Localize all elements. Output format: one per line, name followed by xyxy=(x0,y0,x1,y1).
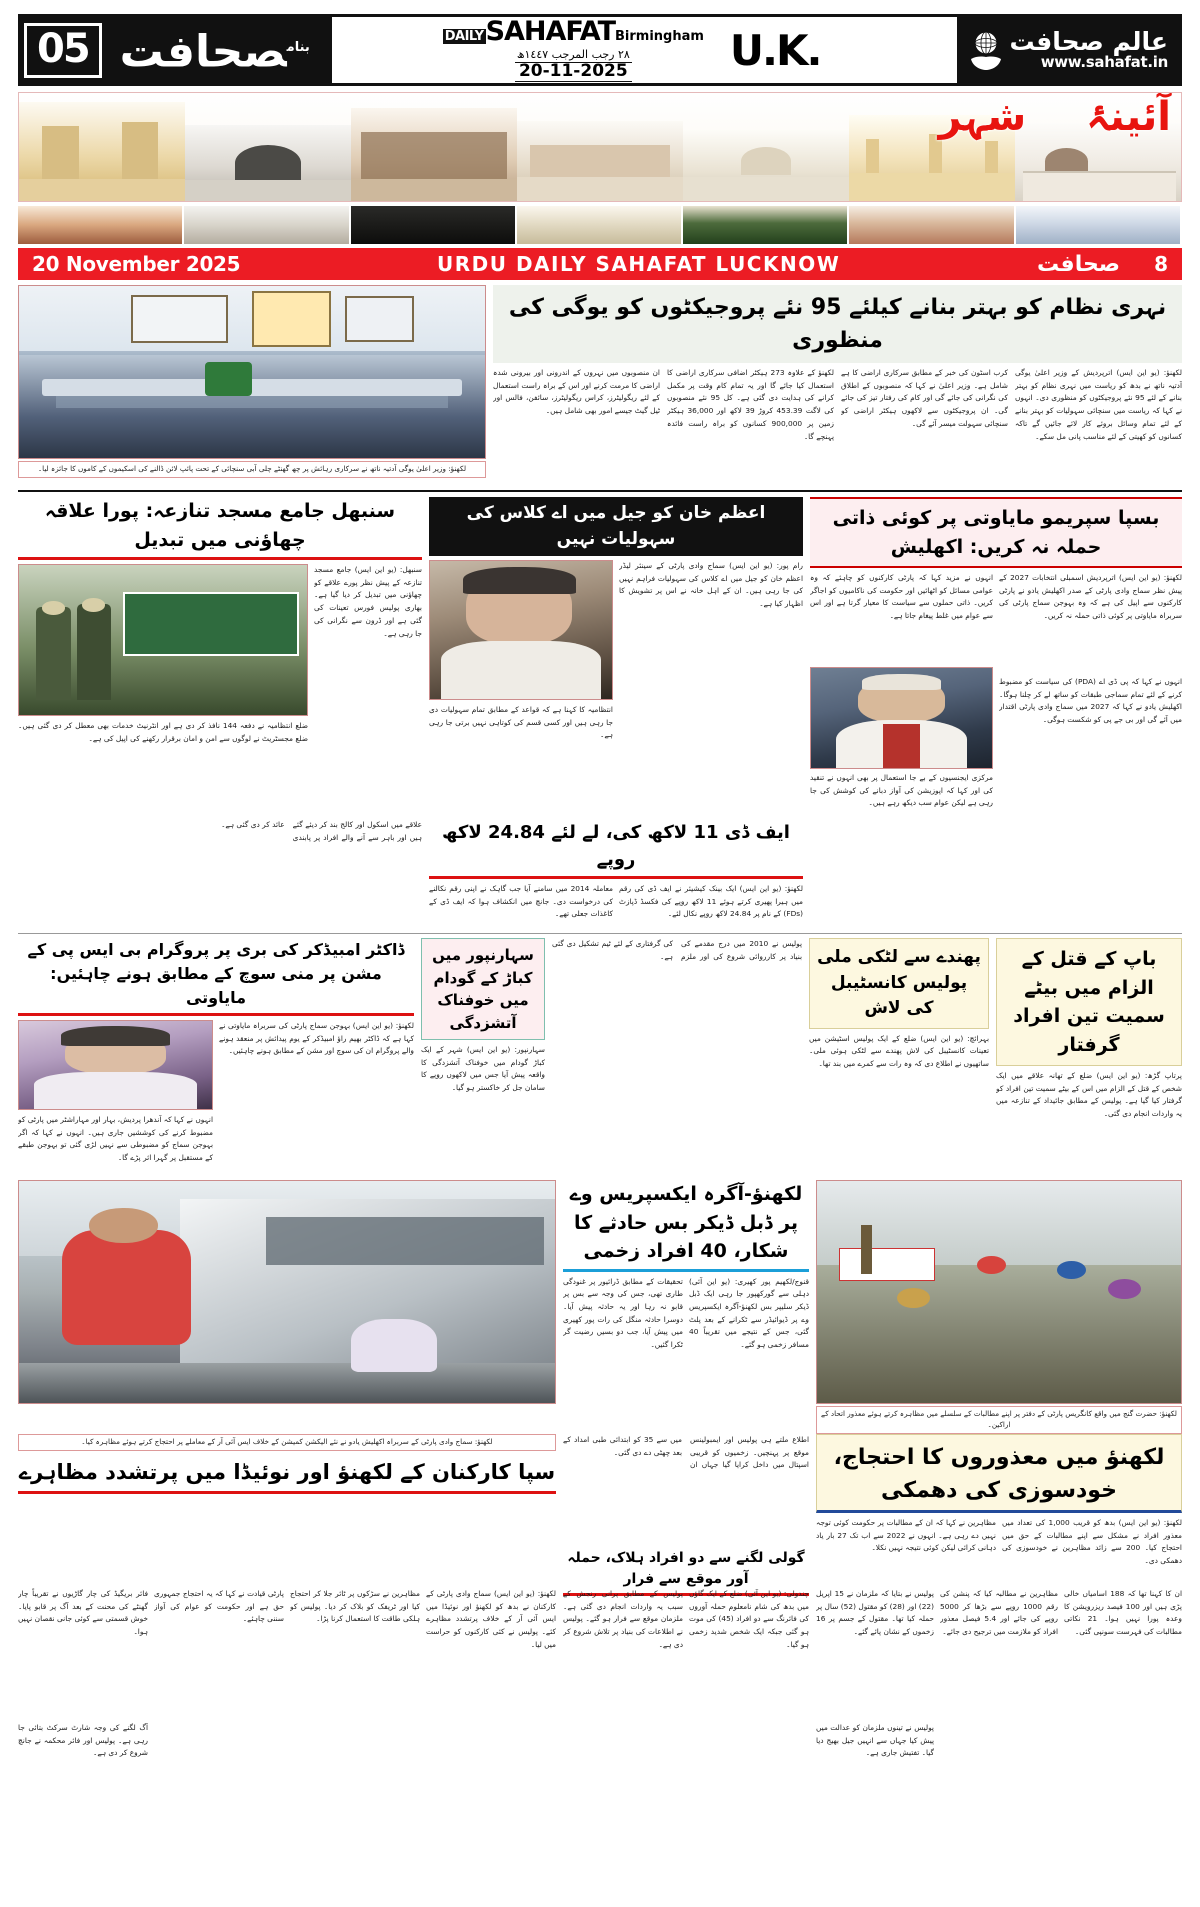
red-bar-date: 20 November 2025 xyxy=(32,252,241,276)
story-sambhal-body-2: ضلع انتظامیہ نے دفعہ 144 نافذ کر دی ہے اور انٹرنیٹ خدمات بھی معطل کر دی گئی ہیں۔ ضلع مجسٹریٹ نے لوگوں سے امن و امان برقرار رکھنے کی اپیل کی ہے۔ xyxy=(18,721,308,743)
story-azam-headline: اعظم خان کو جیل میں اے کلاس کی سہولیات نہیں xyxy=(429,497,803,556)
story-activists-headline: سپا کارکنان کے لکھنؤ اور نوئیڈا میں پرتشدد مظاہرے xyxy=(18,1457,556,1495)
fifth-row xyxy=(18,1434,1182,1587)
story-sambhal-headline: سنبھل جامع مسجد تنازعہ: پورا علاقہ چھاؤنی میں تبدیل xyxy=(18,497,422,560)
story-akhilesh-body-2: انہوں نے مزید کہا کہ پارٹی کارکنوں کو چاہئے کہ وہ عوامی مسائل کو اٹھائیں اور حکومت کی ناکامیوں کو اجاگر کریں۔ ذاتی حملوں سے سیاست کا معیار گرتا ہے اور اس سے عوام میں غلط پیغام جاتا ہے۔ xyxy=(810,573,993,621)
story-sambhal-body-1: سنبھل: (یو این ایس) جامع مسجد تنازعہ کے پیش نظر پورے علاقے کو چھاؤنی میں تبدیل کر دیا گیا ہے۔ بھاری پولیس فورس تعینات کی گئی ہے اور ڈرون سے نگرانی کی جا رہی ہے۔ xyxy=(314,565,422,638)
story-mayawati-body-1: لکھنؤ: (یو این ایس) بہوجن سماج پارٹی کی سربراہ مایاوتی نے کہا ہے کہ ڈاکٹر بھیم راؤ امبیڈکر کے یوم پیدائش پر منعقد ہونے والے پروگرام ان کی سوچ اور مشن کے مطابق ہونے چاہئیں۔ xyxy=(219,1021,414,1056)
masthead-left-block xyxy=(18,14,332,86)
lead-story-headline: نہری نظام کو بہتر بنانے کیلئے 95 نئے پروجیکٹوں کو یوگی کی منظوری xyxy=(493,285,1182,363)
city-banner-title xyxy=(938,94,1171,140)
second-row xyxy=(18,497,1182,815)
protest-photo-caption: لکھنؤ: حضرت گنج میں واقع کانگریس پارٹی کے دفتر پر اپنے مطالبات کے سلسلے میں مظاہرہ کرتے ہوئے معذور اتحاد کے اراکین۔ xyxy=(816,1406,1182,1434)
masthead-urdu-main: صحافت xyxy=(119,26,287,78)
story-murder-headline: باپ کے قتل کے الزام میں بیٹے سمیت تین افراد گرفتار xyxy=(996,938,1182,1066)
story-azam-body-1: رام پور: (یو این ایس) سماج وادی پارٹی کے سینئر لیڈر اعظم خان کو جیل میں اے کلاس کی سہولیات فراہم نہیں کی جا رہی ہیں۔ ان کے اہل خانہ نے اس پر تشویش کا اظہار کیا ہے۔ xyxy=(619,561,803,609)
third-row xyxy=(18,938,1182,1176)
red-bar-title: URDU DAILY SAHAFAT LUCKNOW xyxy=(437,252,841,276)
story-disabled-body-2: مظاہرین نے کہا کہ ان کے مطالبات پر حکومت کوئی توجہ نہیں دے رہی ہے۔ انہوں نے 2022 سے اب تک 27 بار یاد دہانی کرائی لیکن کوئی نتیجہ نہیں نکلا۔ xyxy=(816,1518,996,1553)
city-banner-strip-2 xyxy=(18,206,1182,244)
story-akhilesh-body-3: مرکزی ایجنسیوں کے بے جا استعمال پر بھی انہوں نے تنقید کی اور کہا کہ اپوزیشن کی آواز دبانے کی کوشش کی جا رہی ہے لیکن عوام سب دیکھ رہے ہیں۔ xyxy=(810,773,993,808)
story-activists-body-2: مظاہرین نے سڑکوں پر ٹائر جلا کر احتجاج کیا اور ٹریفک کو بلاک کر دیا۔ پولیس کو ہلکی طاقت کا استعمال کرنا پڑا۔ xyxy=(290,1589,420,1624)
story-bus-headline: لکھنؤ-آگرہ ایکسپریس وے پر ڈبل ڈیکر بس حادثے کا شکار، 40 افراد زخمی xyxy=(563,1180,809,1272)
red-bar-arabic-title: صحافت xyxy=(1037,251,1121,277)
story-disabled-body-3: ان کا کہنا تھا کہ 188 اسامیاں خالی پڑی ہیں اور 100 فیصد ریزرویشن کا وعدہ پورا نہیں ہوا۔ 21 نکاتی مطالبات کی فہرست سونپی گئی۔ xyxy=(1064,1589,1182,1637)
story-activists-body-3: پارٹی قیادت نے کہا کہ یہ احتجاج جمہوری حق ہے اور حکومت کو عوام کی آواز سننی چاہئے۔ xyxy=(154,1589,284,1624)
masthead-brand-arabic: عالم صحافت xyxy=(1009,27,1168,56)
fd-story-row xyxy=(18,819,1182,929)
story-fire-body-1: سہارنپور: (یو این ایس) شہر کے ایک کباڑ گودام میں خوفناک آتشزدگی کا واقعہ پیش آیا جس میں لاکھوں روپے کا سامان جل کر خاکستر ہو گیا۔ xyxy=(421,1045,545,1093)
masthead-right-block xyxy=(957,14,1182,86)
lead-story-row xyxy=(18,285,1182,485)
story-akhilesh-headline: بسپا سپریمو مایاوتی پر کوئی ذاتی حملہ نہ کریں: اکھلیش xyxy=(810,497,1182,568)
masthead-nameplate xyxy=(443,18,704,46)
story-fire-headline: سہارنپور میں کباڑ کے گودام میں خوفناک آتشزدگی xyxy=(421,938,545,1040)
azam-khan-photo xyxy=(429,560,613,700)
masthead-urdu-sub: بنام xyxy=(286,39,310,55)
masthead xyxy=(18,14,1182,86)
story-akhilesh-body-1: انہوں نے کہا کہ پی ڈی اے (PDA) کی سیاست کو مضبوط کرنے کے لئے تمام سماجی طبقات کو ساتھ لے کر چلنا ہوگا۔ اکھلیش یادو نے کہا کہ 2027 میں سماج وادی پارٹی اقتدار میں آئے گی اور بی جے پی کو شکست ہوگی۔ xyxy=(999,677,1182,725)
story-azam-body-2: انتظامیہ کا کہنا ہے کہ قواعد کے مطابق تمام سہولیات دی جا رہی ہیں اور کسی قسم کی کوتاہی نہیں برتی جا رہی ہے۔ xyxy=(429,705,613,740)
story-sambhal-body-3: علاقے میں اسکول اور کالج بند کر دیئے گئے ہیں اور باہر سے آنے والے افراد پر پابندی عائد کر دی گئی ہے۔ xyxy=(221,820,422,842)
fourth-row xyxy=(18,1180,1182,1430)
mayawati-photo xyxy=(18,1020,213,1110)
masthead-gregorian-date: 20-11-2025 xyxy=(515,62,632,82)
masthead-center-block xyxy=(332,14,958,86)
story-murder-body-3: پولیس نے تینوں ملزمان کو عدالت میں پیش کیا جہاں سے انہیں جیل بھیج دیا گیا۔ تفتیش جاری ہے۔ xyxy=(816,1723,934,1758)
story-disabled-headline: لکھنؤ میں معذوروں کا احتجاج، خودسوزی کی دھمکی xyxy=(816,1434,1182,1513)
lead-story-col-2: کرب اسٹون کی خبر کے مطابق سرکاری اراضی کا ہے شامل ہے۔ وزیر اعلیٰ نے کہا کہ منصوبوں کے اطلاق کی نگرانی کی جائے گی اور کام کی رفتار تیز کی جائے گی۔ ان پروجیکٹوں سے لاکھوں ہیکٹر اراضی کو سنچائی سہولت میسر آئے گی۔ xyxy=(841,368,1008,428)
page-number-badge: 05 xyxy=(24,23,102,78)
story-firing-body-1: چندولی: (یو این آئی) ضلع کے ایک گاؤں میں بدھ کی شام نامعلوم حملہ آوروں کی فائرنگ سے دو افراد (45) کی موت ہو گئی جبکہ ایک شخص شدید زخمی ہو گیا۔ xyxy=(689,1589,809,1649)
story-murder-body-2: پولیس نے بتایا کہ ملزمان نے 15 اپریل (22) اور (28) کو مقتول (52) سال پر حملہ کیا تھا۔ مقتول کے جسم پر 16 زخموں کے نشان پائے گئے۔ xyxy=(816,1589,934,1637)
masthead-brand xyxy=(1009,29,1172,71)
sambhal-security-photo xyxy=(18,564,308,716)
masthead-urdu-logo xyxy=(102,14,324,87)
city-banner-word-right: آئینۂ xyxy=(1086,94,1171,140)
story-bus-body-3: اطلاع ملتے ہی پولیس اور ایمبولینس موقع پر پہنچیں۔ زخمیوں کو قریبی اسپتال میں داخل کرایا گیا جہاں ان میں سے 35 کو ابتدائی طبی امداد کے بعد چھٹی دے دی گئی۔ xyxy=(563,1435,809,1470)
story-activists-body-1: لکھنؤ: (یو این ایس) سماج وادی پارٹی کے کارکنان نے بدھ کو لکھنؤ اور نوئیڈا میں ایس آئی آر کے خلاف پرتشدد مظاہرے کئے۔ پولیس نے کئی کارکنوں کو حراست میں لیا۔ xyxy=(426,1589,556,1649)
story-akhilesh-dateline: لکھنؤ: (یو این ایس) اترپردیش اسمبلی انتخابات 2027 کے پیش نظر سماج وادی پارٹی کے صدر اکھلیش یادو نے پارٹی کارکنوں سے اپیل کی ہے کہ وہ بہوجن سماج پارٹی کی سربراہ مایاوتی پر کوئی ذاتی حملہ نہ کریں۔ xyxy=(999,573,1182,621)
story-fd-headline: ایف ڈی 11 لاکھ کی، لے لئے 24.84 لاکھ روپے xyxy=(429,819,803,879)
globe-leaf-icon xyxy=(967,29,1005,71)
section-red-bar xyxy=(18,248,1182,280)
story-body-found-headline: پھندے سے لٹکی ملی پولیس کانسٹیبل کی لاش xyxy=(809,938,989,1029)
lead-story-col-3: لکھنؤ کے علاوہ 273 ہیکٹر اضافی سرکاری اراضی کا استعمال کیا جائے گا اور یہ تمام کام وقت پر مکمل کرانے کی ہدایت دی گئی ہے۔ کل 95 نئے منصوبوں کی لاگت 453.39 کروڑ 39 لاکھ اور 36,000 ہیکٹر زمین پر 900,000 کسانوں کو براہ راست فائدہ پہنچے گا۔ xyxy=(667,368,834,441)
masthead-website[interactable]: www.sahafat.in xyxy=(1040,53,1168,72)
story-disabled-body-1: لکھنؤ: (یو این ایس) بدھ کو قریب 1,000 کی تعداد میں معذور افراد نے مشکل سے اپنے مطالبات کے حق میں احتجاج کیا۔ 200 سے زائد مظاہرین نے خودسوزی کی دھمکی دی۔ xyxy=(1002,1518,1182,1566)
lead-story-photo-caption: لکھنؤ: وزیر اعلیٰ یوگی آدتیہ ناتھ نے سرکاری رہائش پر چھ گھنٹے چلی آبی سنچائی کے تحت پائپ لائن ڈالنے کی اسکیموں کے کاموں کا جائزہ لیا۔ xyxy=(18,461,486,478)
lead-story-photo xyxy=(18,285,486,459)
masthead-paper-name: SAHAFAT xyxy=(485,16,615,48)
protest-photo xyxy=(816,1180,1182,1404)
story-fire-body-2: فائر بریگیڈ کی چار گاڑیوں نے تقریباً چار گھنٹے کی محنت کے بعد آگ پر قابو پایا۔ خوش قسمتی سے کوئی جانی نقصان نہیں ہوا۔ xyxy=(18,1589,148,1637)
story-fd-body-1: لکھنؤ: (یو این ایس) ایک بینک کیشیئر نے ایف ڈی کی رقم میں ہیرا پھیری کرتے ہوئے 11 لاکھ روپے کی فکسڈ ڈپازٹ (FDs) کے نام پر 24.84 لاکھ روپے نکال لئے۔ xyxy=(619,884,803,919)
story-fd-body-2: معاملہ 2014 میں سامنے آیا جب گاہک نے اپنی رقم نکالنے کی درخواست دی۔ جانچ میں انکشاف ہوا کہ ایف ڈی کے کاغذات جعلی تھے۔ xyxy=(429,884,613,919)
bus-photo-caption: لکھنؤ: سماج وادی پارٹی کے سربراہ اکھلیش یادو نے نئے الیکشن کمیشن کے خلاف ایس آئی آر کے معاملے پر احتجاج کرتے ہوئے مظاہرہ کیا۔ xyxy=(18,1434,556,1451)
story-mayawati-body-2: انہوں نے کہا کہ آندھرا پردیش، بہار اور مہاراشٹر میں پارٹی کو مضبوط کرنے کی کوششیں جاری ہیں۔ انہوں نے کہا کہ اگر بہوجن سماج کو مضبوطی سے نہیں لڑی گئی تو بہوجن طبقے کے مستقبل پر گہرا اثر پڑے گا۔ xyxy=(18,1115,213,1163)
masthead-daily-label: DAILY xyxy=(444,29,484,45)
lead-story-col-1: لکھنؤ: (یو این ایس) اترپردیش کے وزیر اعلیٰ یوگی آدتیہ ناتھ نے بدھ کو ریاست میں نہری نظام کو بہتر بنانے کے لئے 95 نئے پروجیکٹوں کو منظوری دی۔ انہوں نے کہا کہ ریاست میں سنچائی سہولیات کو بہتر بنانے کے لئے تمام وسائل بروئے کار لائے جائیں گے تاکہ کسانوں کو کھیتی کے لئے مناسب پانی مل سکے۔ xyxy=(1015,368,1182,441)
story-firing-body-2: پولیس کے مطابق پرانی رنجش کے سبب یہ واردات انجام دی گئی ہے۔ ملزمان موقع سے فرار ہو گئے۔ پولیس نے اطلاعات کی بنیاد پر تلاش شروع کر دی ہے۔ xyxy=(563,1589,683,1649)
akhilesh-yadav-photo xyxy=(810,667,993,769)
story-fire-body-3: آگ لگنے کی وجہ شارٹ سرکٹ بتائی جا رہی ہے۔ پولیس اور فائر محکمہ نے جانچ شروع کر دی ہے۔ xyxy=(18,1723,148,1758)
story-mayawati-headline: ڈاکٹر امبیڈکر کی بری پر پروگرام بی ایس پی کے مشن پر منی سوچ کے مطابق ہونے چاہئیں: مایاوتی xyxy=(18,938,414,1016)
red-bar-page-number: 8 xyxy=(1154,252,1168,276)
story-disabled-body-4: مظاہرین نے مطالبہ کیا کہ پنشن کی رقم 1000 روپے سے بڑھا کر 5000 روپے کی جائے اور 5.4 فیصل معذور افراد کو ملازمت میں ترجیح دی جائے۔ xyxy=(940,1589,1058,1637)
bottom-row xyxy=(18,1588,1182,1856)
masthead-region-label: U.K. xyxy=(729,25,821,75)
masthead-hijri-date: ٢٨ رجب المرجب ١٤٤٧ھ xyxy=(516,48,630,62)
story-murder-body-1: پرتاپ گڑھ: (یو این ایس) ضلع کے تھانہ علاقے میں ایک شخص کے قتل کے الزام میں اس کے بیٹے سمیت تین افراد کو گرفتار کیا گیا ہے۔ پولیس کے مطابق جائیداد کے تنازعہ میں یہ واردات انجام دی گئی۔ xyxy=(996,1071,1182,1119)
story-bus-body-2: تحقیقات کے مطابق ڈرائیور پر غنودگی طاری تھی، جس کی وجہ سے بس پر قابو نہ رہا اور یہ حادثہ پیش آیا۔ دوسرا حادثہ منگل کی رات پور کھیری میں پیش آیا، جب دو بسیں رضیت گر ٹکرا گئیں۔ xyxy=(563,1276,683,1350)
story-body-found-body-1: بہرائچ: (یو این ایس) ضلع کے ایک پولیس اسٹیشن میں تعینات کانسٹیبل کی لاش پھندے سے لٹکی ہوئی ملی۔ ساتھیوں نے اطلاع دی کہ وہ رات سے کمرے میں بند تھا۔ xyxy=(809,1033,989,1068)
masthead-edition-city: Birmingham xyxy=(615,29,704,45)
city-banner xyxy=(18,92,1182,202)
bus-accident-photo xyxy=(18,1180,556,1404)
story-bus-body-1: قنوج/لکھیم پور کھیری: (یو این آئی) دہلی سے گورکھپور جا رہی ایک ڈبل ڈیکر سلیپر بس لکھنؤ-آگرہ ایکسپریس وے پر ڈیوائیڈر سے ٹکرانے کے بعد پلٹ گئی، جس کے نتیجے میں تقریباً 40 مسافر زخمی ہو گئے۔ xyxy=(689,1276,809,1350)
city-banner-word-left: شہر xyxy=(938,94,1027,140)
lead-story-col-4: ان منصوبوں میں نہروں کے اندرونی اور بیرونی شدہ اراضی کا مرمت کرنے اور اس کے براہ راست استعمال کے لئے ریگولیٹرز، کراس ریگولیٹرز، سائفن، فالس اور ٹیل گیٹ جیسے امور بھی شامل ہیں۔ xyxy=(493,368,660,416)
story-firing-headline: گولی لگنے سے دو افراد ہلاک، حملہ آور موقع سے فرار xyxy=(563,1548,809,1596)
story-fd-body-3: پولیس نے 2010 میں درج مقدمے کی بنیاد پر کارروائی شروع کی اور ملزم کی گرفتاری کے لئے ٹیم تشکیل دی گئی ہے۔ xyxy=(552,939,802,961)
